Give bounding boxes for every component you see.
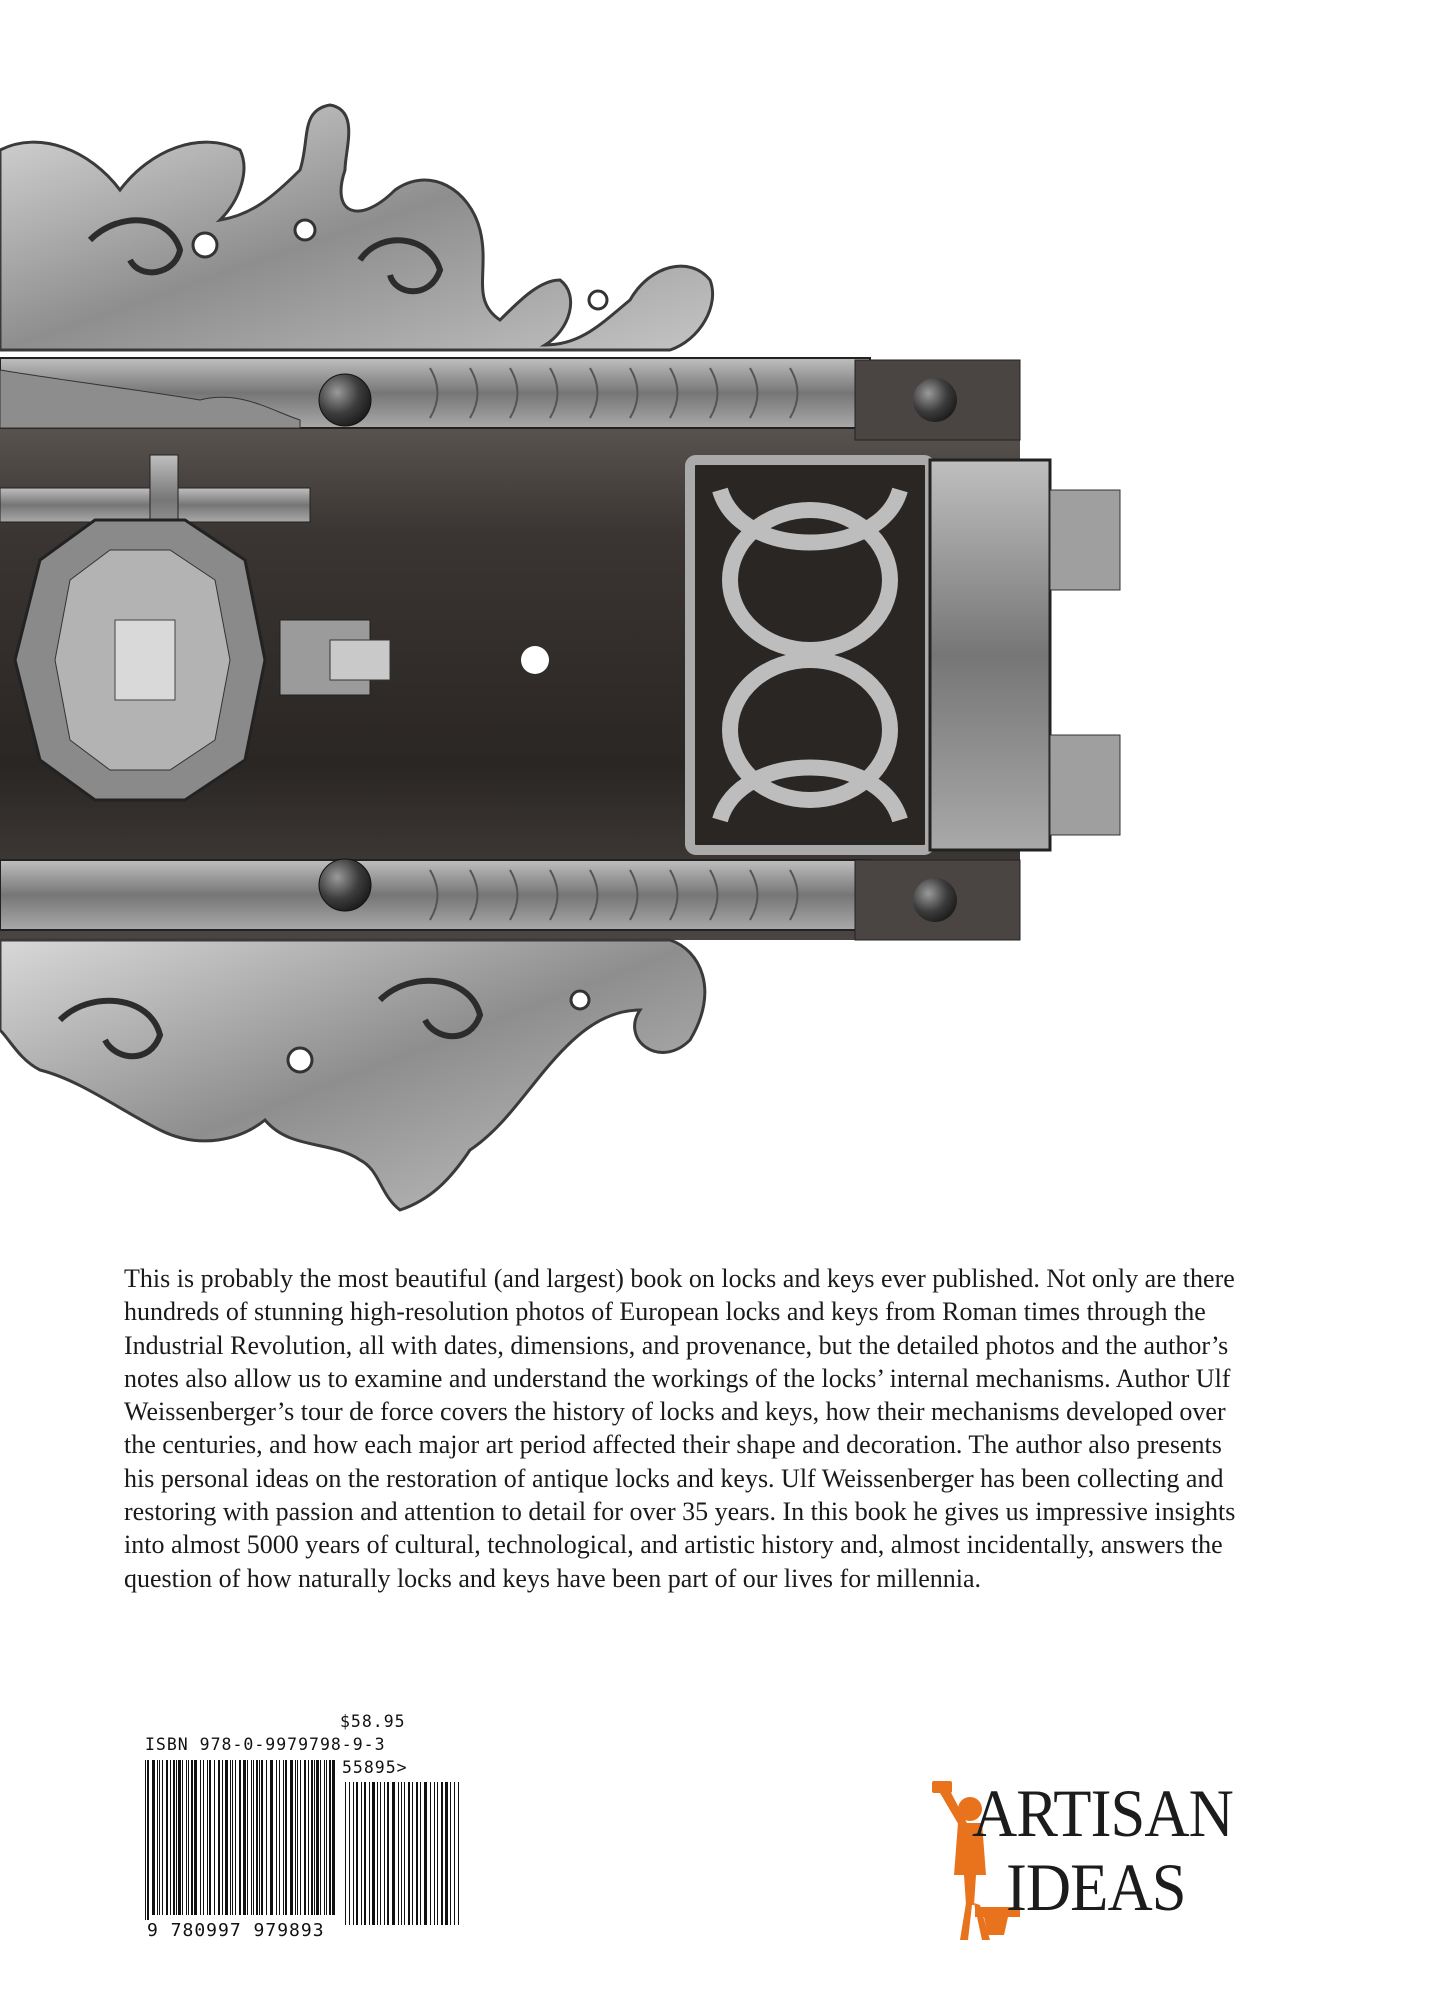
barcode-bar (207, 1760, 208, 1915)
barcode-addon-bar (437, 1782, 438, 1925)
barcode-bar (266, 1760, 267, 1915)
barcode-bar (247, 1760, 248, 1915)
barcode-bar (283, 1760, 284, 1915)
barcode-addon-bar (361, 1782, 362, 1925)
barcode-bar (200, 1760, 201, 1915)
publisher-logo (920, 1775, 1250, 1945)
barcode-bar (320, 1760, 321, 1915)
barcode-bar (194, 1760, 197, 1915)
barcode-bar (329, 1760, 331, 1915)
barcode-bar (285, 1760, 287, 1915)
price-label: $58.95 (340, 1712, 406, 1731)
barcode-digits: 9 780997 979893 (147, 1920, 325, 1941)
publisher-name-line2: IDEAS (1006, 1849, 1186, 1925)
barcode-addon-bar (458, 1782, 459, 1925)
barcode-addon-bar (349, 1782, 350, 1925)
barcode-addon-bar (434, 1782, 435, 1925)
barcode-bar (173, 1760, 175, 1915)
barcode-addon-bar (450, 1782, 451, 1925)
barcode-bar (225, 1760, 228, 1915)
barcode-addon-bar (412, 1782, 413, 1925)
barcode-bar (308, 1760, 309, 1915)
barcode-addon-bar (364, 1782, 366, 1925)
isbn-barcode (145, 1712, 465, 1942)
barcode-bar (259, 1760, 260, 1915)
barcode-bar (256, 1760, 258, 1915)
barcode-bar (166, 1760, 168, 1915)
barcode-addon-bar (420, 1782, 421, 1925)
barcode-addon-bar (387, 1782, 389, 1925)
barcode-addon-bar (441, 1782, 443, 1925)
barcode-bar (170, 1760, 171, 1915)
barcode-bar (157, 1760, 158, 1915)
barcode-bar (178, 1760, 181, 1915)
barcode-bar (316, 1760, 319, 1915)
barcode-addon-bar (430, 1782, 431, 1925)
barcode-addon-bar (377, 1782, 378, 1925)
barcode-bar (209, 1760, 211, 1915)
barcode-addon-bar (380, 1782, 381, 1925)
lower-scrollwork (0, 940, 705, 1210)
barcode-addon-bar (392, 1782, 395, 1925)
barcode-bar (253, 1760, 254, 1915)
barcode-addon-bar (408, 1782, 410, 1925)
barcode-bar (326, 1760, 327, 1915)
barcode-addon-bar (345, 1782, 346, 1925)
barcode-bar (162, 1760, 163, 1915)
barcode-bar (332, 1760, 335, 1915)
barcode-bar (276, 1760, 277, 1915)
barcode-addon-bar (369, 1782, 370, 1925)
barcode-bar (214, 1760, 215, 1915)
barcode-bar (235, 1760, 236, 1915)
barcode-addon-bar (416, 1782, 418, 1925)
barcode-bar (311, 1760, 313, 1915)
barcode-addon-bar (356, 1782, 358, 1925)
barcode-bar (324, 1760, 325, 1915)
barcode-addon: 55895> (342, 1758, 408, 1777)
barcode-bar (300, 1760, 301, 1915)
barcode-bar (295, 1760, 296, 1915)
barcode-bar (188, 1760, 189, 1915)
barcode-bar (182, 1760, 183, 1915)
barcode-bar (304, 1760, 306, 1915)
book-description: This is probably the most beautiful (and largest) book on locks and keys ever published. Not only are there hundreds of stunning high-resolution photos of European locks and keys from Roman times through the Industrial Revolution, all with dates, dimensions, and provenance, but the detailed photos and the author’s notes also allow us to examine and understand the workings of the locks’ internal mechanisms. Author Ulf Weissenberger’s tour de force covers the history of locks and keys, how their mechanisms developed over the centuries, and how each major art period affected their shape and decoration. The author also presents his personal ideas on the restoration of antique locks and keys. Ulf Weissenberger has been collecting and restoring with passion and attention to detail for over 35 years. In this book he gives us impressive insights into almost 5000 years of cultural, technological, and artistic history and, almost incidentally, answers the question of how naturally locks and keys have been part of our lives for millennia. (124, 1264, 1236, 1593)
barcode-bar (191, 1760, 193, 1915)
barcode-bars (145, 1760, 465, 1940)
barcode-bar (186, 1760, 187, 1915)
barcode-bar (270, 1760, 273, 1915)
barcode-bar (145, 1760, 146, 1925)
barcode-bar (147, 1760, 149, 1925)
barcode-bar (290, 1760, 293, 1915)
barcode-bar (159, 1760, 160, 1915)
barcode-addon-bar (454, 1782, 455, 1925)
barcode-bar (261, 1760, 263, 1915)
barcode-addon-bar (372, 1782, 375, 1925)
barcode-bar (314, 1760, 315, 1915)
barcode-addon-bar (353, 1782, 354, 1925)
barcode-addon-bar (401, 1782, 402, 1925)
barcode-bar (232, 1760, 233, 1915)
barcode-addon-bar (384, 1782, 385, 1925)
barcode-bar (297, 1760, 298, 1915)
upper-scrollwork (0, 105, 713, 350)
barcode-addon-bar (424, 1782, 427, 1925)
barcode-bar (152, 1760, 155, 1915)
barcode-bar (203, 1760, 204, 1915)
barcode-bar (222, 1760, 223, 1915)
barcode-bar (239, 1760, 241, 1915)
barcode-addon-bar (398, 1782, 399, 1925)
publisher-name-line1: ARTISAN (972, 1775, 1233, 1851)
barcode-bar (279, 1760, 280, 1915)
barcode-bar (251, 1760, 252, 1915)
barcode-addon-bar (404, 1782, 405, 1925)
isbn-label: ISBN 978-0-9979798-9-3 (145, 1735, 386, 1754)
barcode-bar (218, 1760, 220, 1915)
barcode-addon-bar (445, 1782, 448, 1925)
barcode-bar (230, 1760, 231, 1915)
barcode-bar (243, 1760, 246, 1915)
barcode-bar (176, 1760, 177, 1915)
